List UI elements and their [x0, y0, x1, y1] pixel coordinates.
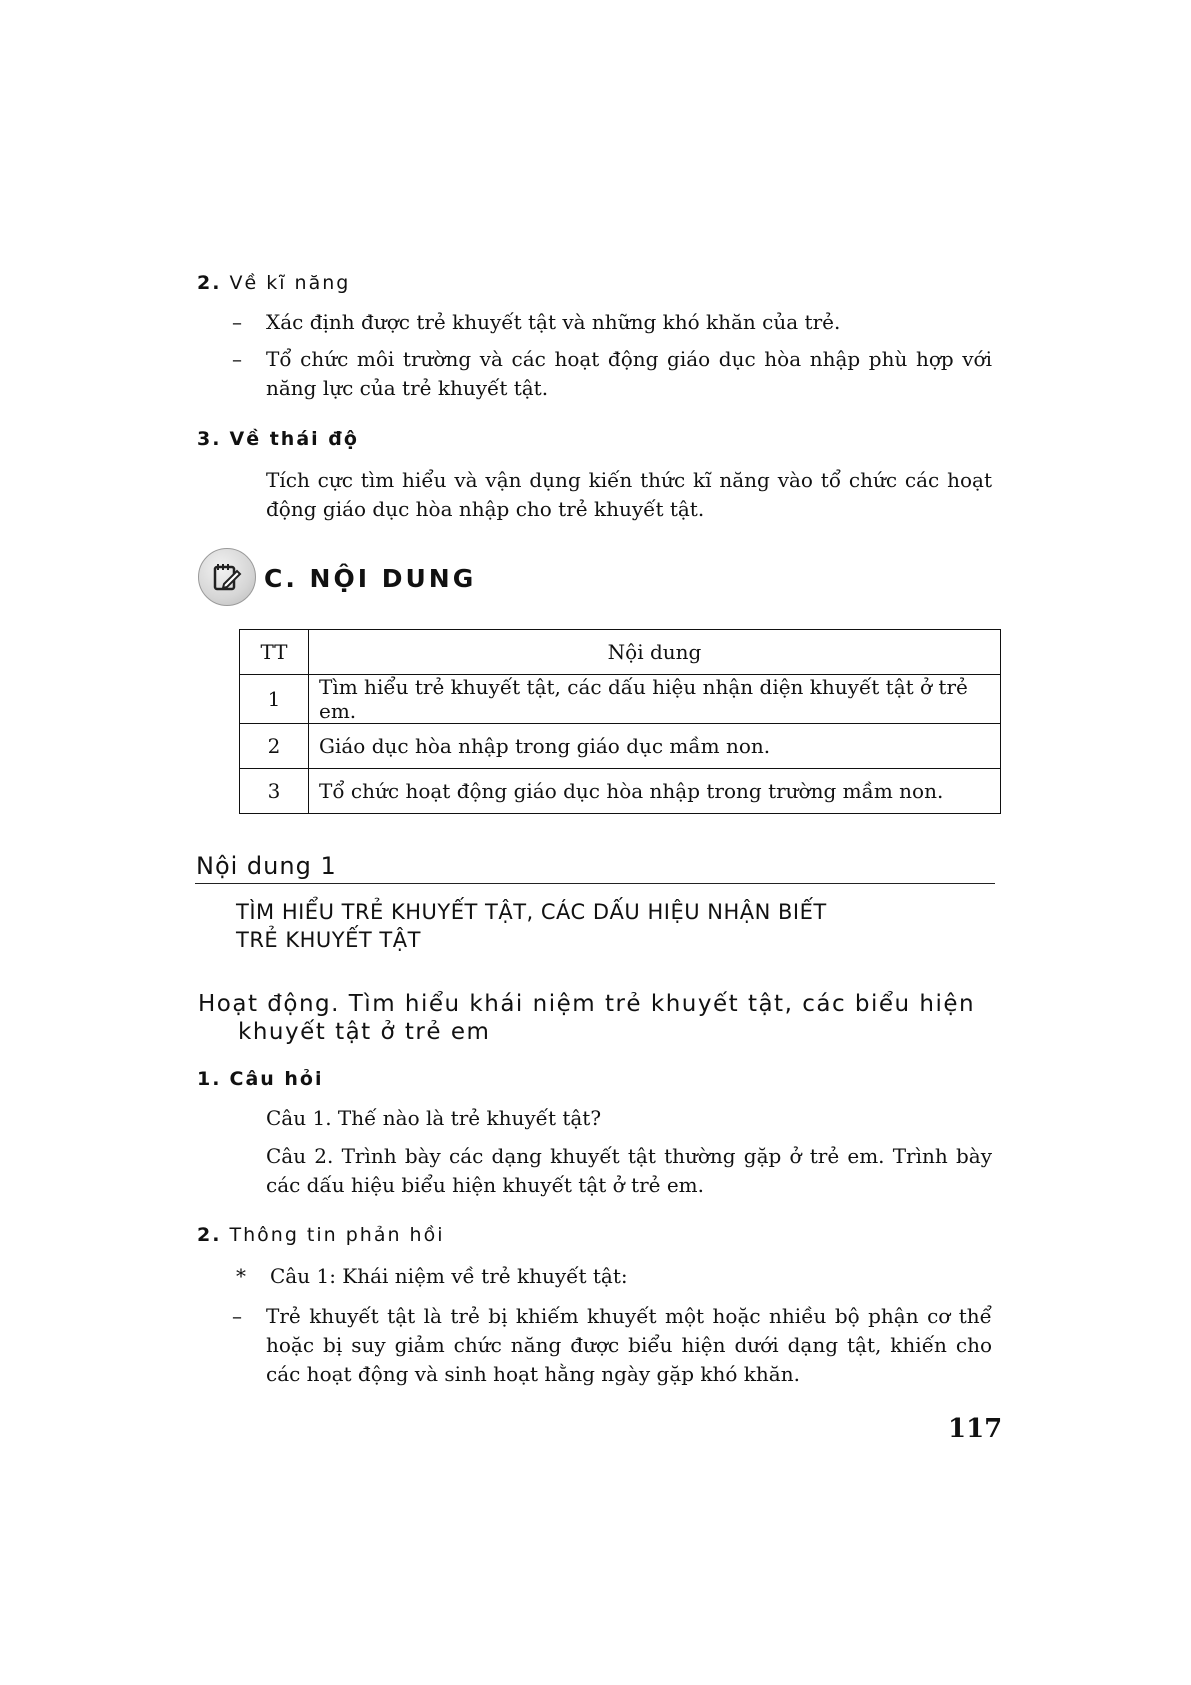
- table-cell-tt: 1: [240, 675, 309, 724]
- table-cell-tt: 3: [240, 769, 309, 814]
- skills-bullet-2: Tổ chức môi trường và các hoạt động giáo dục hòa nhập phù hợp với năng lực của trẻ khuyết tật.: [266, 347, 992, 400]
- question-2: Câu 2. Trình bày các dạng khuyết tật thường gặp ở trẻ em. Trình bày các dấu hiệu biểu hiện khuyết tật ở trẻ em.: [266, 1144, 992, 1197]
- section-title: C. NỘI DUNG: [264, 564, 477, 593]
- content-table: [239, 629, 1001, 814]
- table-header-content: Nội dung: [309, 630, 1001, 675]
- table-header-tt: TT: [240, 630, 309, 675]
- questions-title: Câu hỏi: [229, 1068, 324, 1090]
- table-cell-tt: 2: [240, 724, 309, 769]
- table-row: [240, 675, 1001, 724]
- skills-heading: [197, 272, 350, 294]
- questions-number: 1.: [197, 1068, 222, 1090]
- table-cell-content: Tìm hiểu trẻ khuyết tật, các dấu hiệu nhận diện khuyết tật ở trẻ em.: [309, 675, 1001, 724]
- skills-bullet-1: Xác định được trẻ khuyết tật và những khó khăn của trẻ.: [266, 310, 841, 334]
- feedback-title: Thông tin phản hồi: [229, 1224, 445, 1246]
- feedback-star-text: Câu 1: Khái niệm về trẻ khuyết tật:: [270, 1264, 628, 1288]
- activity-heading: Hoạt động. Tìm hiểu khái niệm trẻ khuyết tật, các biểu hiện khuyết tật ở trẻ em: [198, 991, 976, 1045]
- questions-heading: [197, 1068, 324, 1090]
- skills-bullets: [232, 308, 992, 403]
- feedback-heading: [197, 1224, 445, 1246]
- attitude-title: Về thái độ: [229, 428, 359, 450]
- table-cell-content: Giáo dục hòa nhập trong giáo dục mầm non.: [309, 724, 1001, 769]
- skills-number: 2.: [197, 272, 222, 294]
- page-number: 117: [948, 1414, 1003, 1444]
- skills-title: Về kĩ năng: [229, 272, 351, 294]
- attitude-text: Tích cực tìm hiểu và vận dụng kiến thức kĩ năng vào tổ chức các hoạt động giáo dục hòa nhập cho trẻ khuyết tật.: [266, 468, 992, 521]
- list-item: – Xác định được trẻ khuyết tật và những khó khăn của trẻ.: [232, 308, 992, 337]
- feedback-bullet: [232, 1302, 992, 1389]
- feedback-bullet-text: Trẻ khuyết tật là trẻ bị khiếm khuyết một hoặc nhiều bộ phận cơ thể hoặc bị suy giảm chức năng được biểu hiện dưới dạng tật, khiến cho các hoạt động và sinh hoạt hằng ngày gặp khó khăn.: [266, 1304, 992, 1386]
- asterisk-icon: *: [236, 1264, 246, 1288]
- question-1: Câu 1. Thế nào là trẻ khuyết tật?: [266, 1106, 602, 1130]
- notepad-pencil-icon: [198, 548, 256, 606]
- table-row: [240, 724, 1001, 769]
- content1-subtitle-line1: TÌM HIỂU TRẺ KHUYẾT TẬT, CÁC DẤU HIỆU NHẬN BIẾT: [236, 900, 827, 924]
- content1-subtitle: [236, 898, 827, 954]
- feedback-star-item: [236, 1262, 992, 1291]
- content1-divider: [195, 883, 995, 884]
- feedback-number: 2.: [197, 1224, 222, 1246]
- list-item: – Trẻ khuyết tật là trẻ bị khiếm khuyết một hoặc nhiều bộ phận cơ thể hoặc bị suy giảm chức năng được biểu hiện dưới dạng tật, khiến cho các hoạt động và sinh hoạt hằng ngày gặp khó khăn.: [232, 1302, 992, 1389]
- attitude-number: 3.: [197, 428, 222, 450]
- content1-label: Nội dung 1: [196, 852, 337, 880]
- list-item: – Tổ chức môi trường và các hoạt động giáo dục hòa nhập phù hợp với năng lực của trẻ khuyết tật.: [232, 345, 992, 403]
- table-row: [240, 769, 1001, 814]
- table-header-row: [240, 630, 1001, 675]
- table-cell-content: Tổ chức hoạt động giáo dục hòa nhập trong trường mầm non.: [309, 769, 1001, 814]
- attitude-heading: [197, 428, 359, 450]
- content1-subtitle-line2: TRẺ KHUYẾT TẬT: [236, 928, 421, 952]
